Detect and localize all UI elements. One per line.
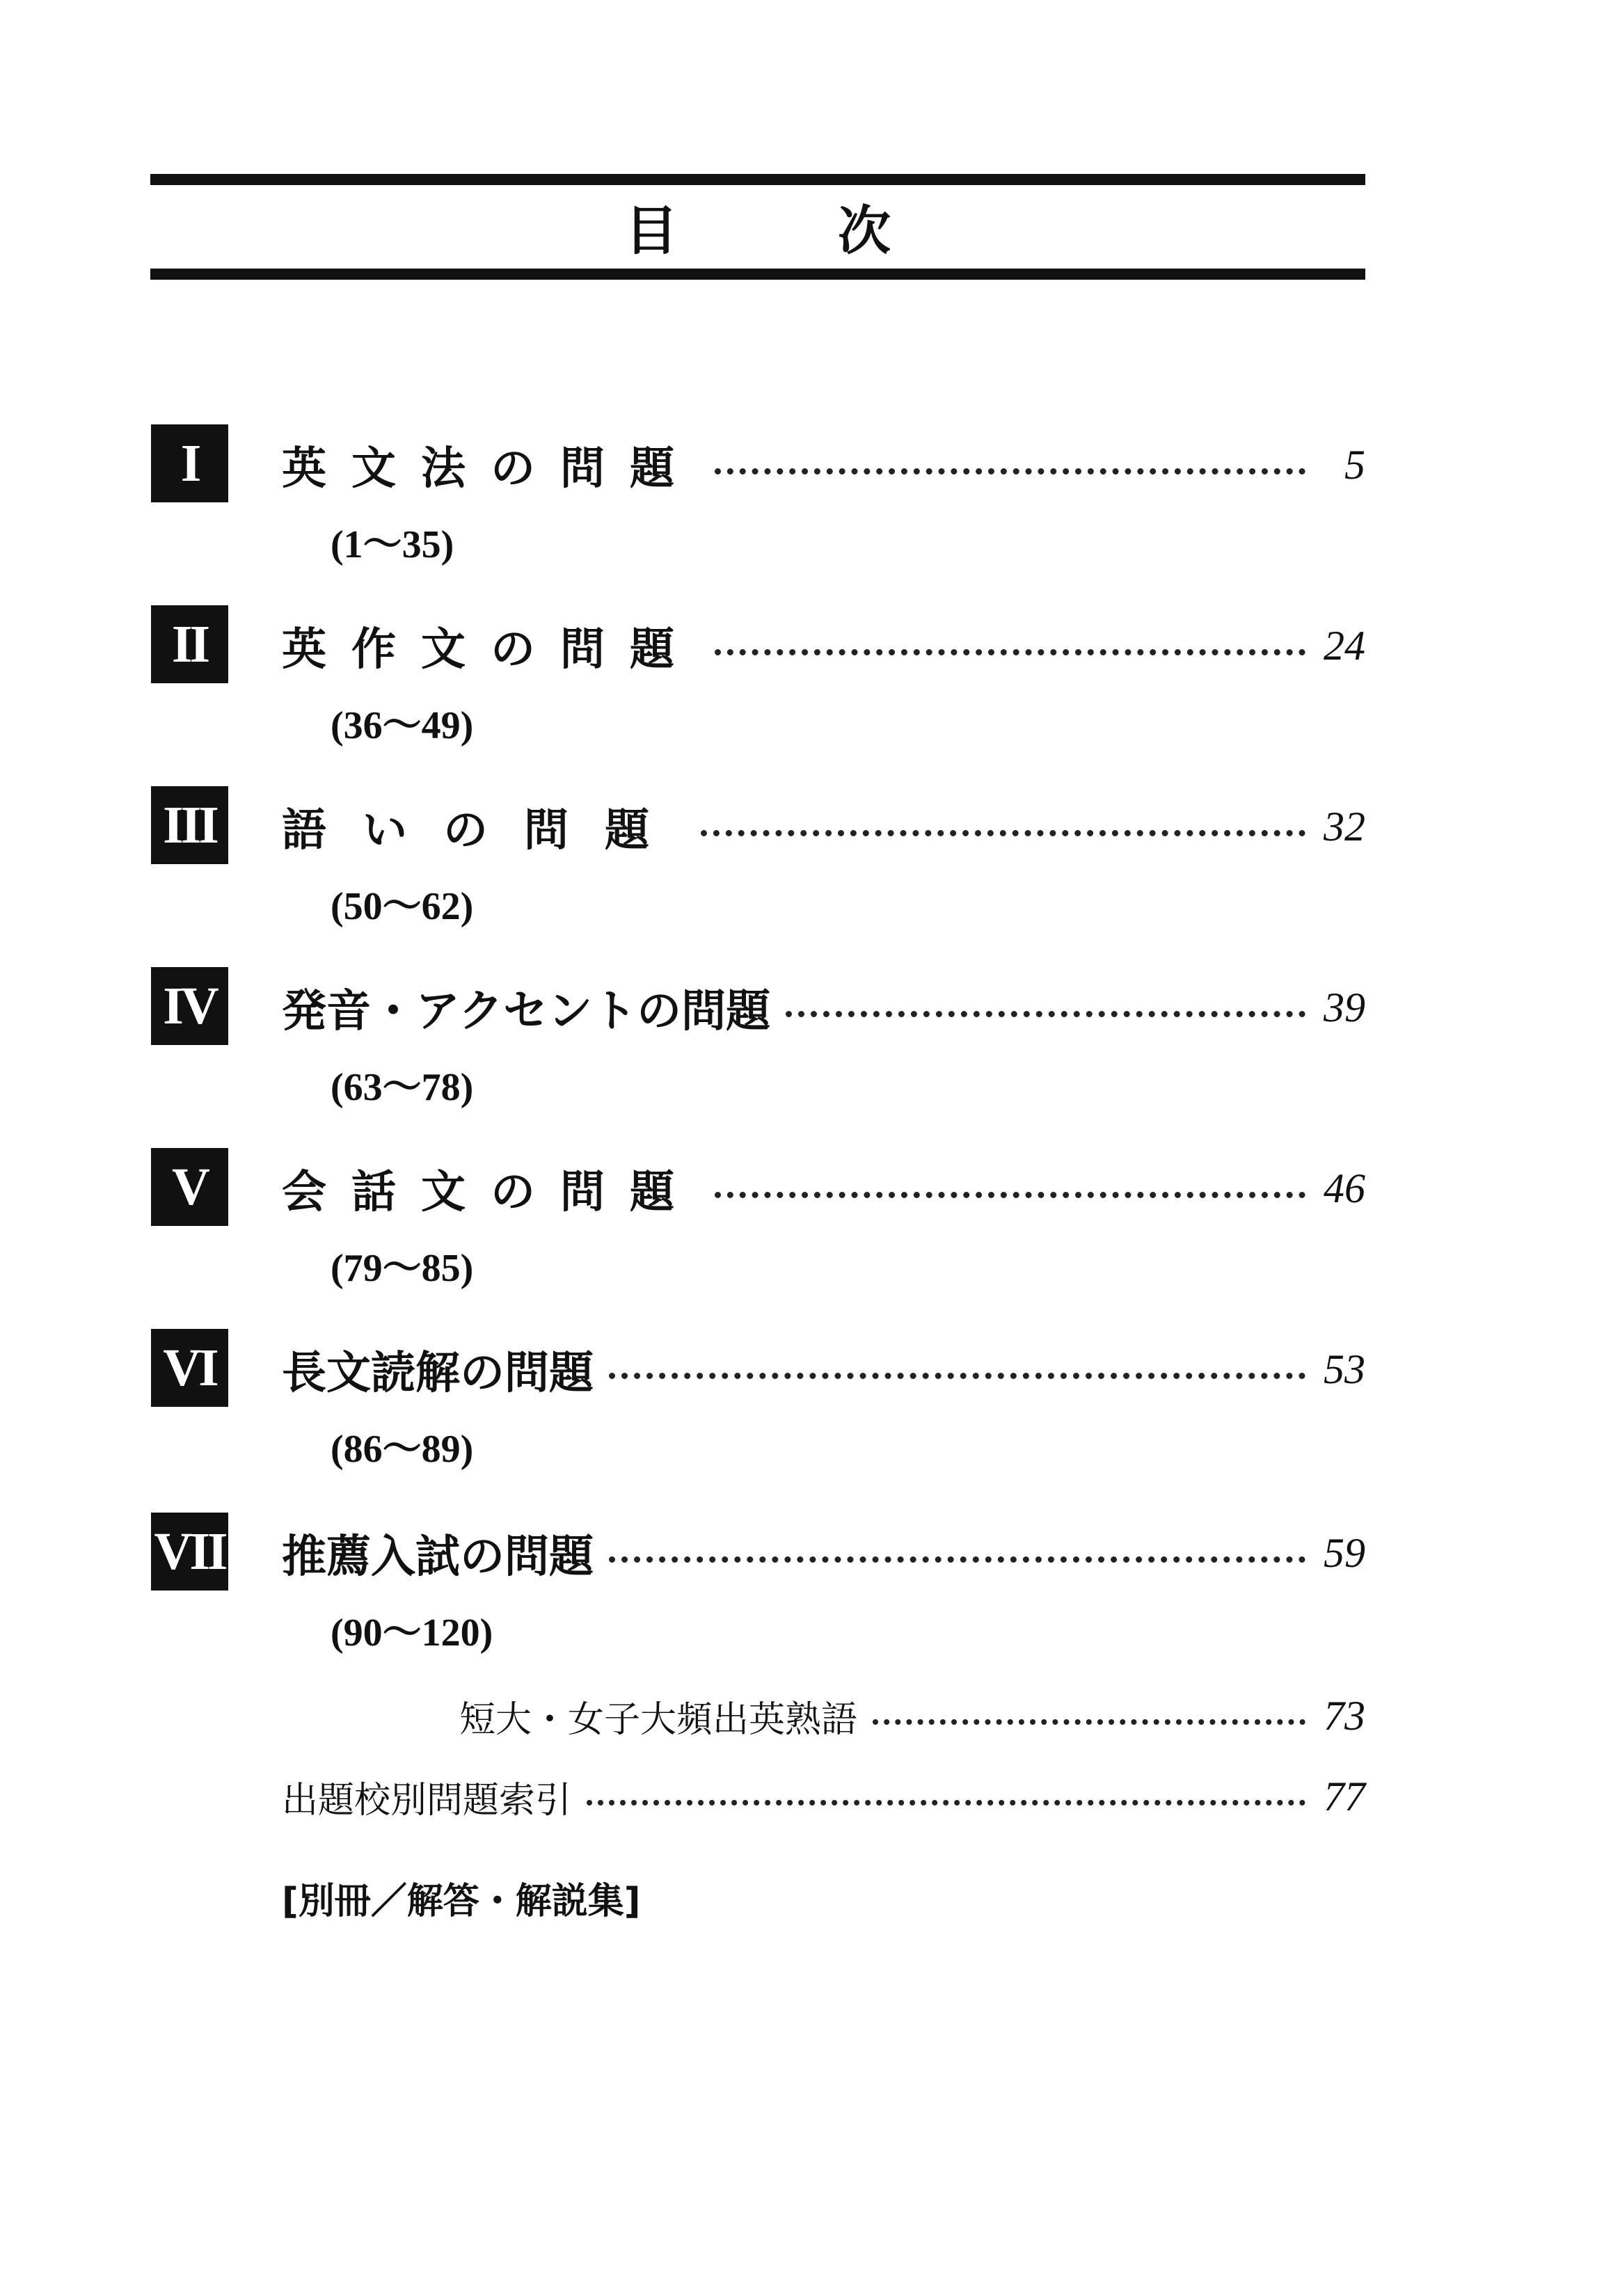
question-range: (79〜85) (331, 1247, 474, 1290)
chapter-numeral-badge: III (151, 786, 228, 864)
dot-leader (873, 1719, 1305, 1725)
question-range: (90〜120) (331, 1611, 493, 1655)
chapter-numeral-badge: V (151, 1148, 228, 1226)
toc-entry-5[interactable] (0, 1148, 1620, 1308)
extra-title: 短大・女子大頻出英熟語 (459, 1698, 858, 1741)
chapter-numeral-badge: II (151, 605, 228, 683)
question-range: (50〜62) (331, 885, 474, 928)
page-number: 5 (1344, 441, 1365, 488)
toc-entry-7[interactable] (0, 1513, 1620, 1673)
dot-leader (786, 1011, 1305, 1017)
chapter-numeral-badge: IV (151, 967, 228, 1045)
dot-leader (701, 830, 1305, 836)
dot-leader (715, 468, 1305, 475)
dot-leader (609, 1373, 1305, 1379)
question-range: (86〜89) (331, 1428, 474, 1471)
page-title-char-2: 次 (838, 200, 891, 262)
top-rule (150, 174, 1365, 185)
chapter-title: 発音・アクセントの問題 (282, 986, 771, 1037)
dot-leader (587, 1800, 1305, 1805)
supplement-note: [別冊／解答・解説集] (282, 1881, 641, 1922)
dot-leader (715, 649, 1305, 655)
chapter-title: 英作文の問題 (282, 624, 699, 676)
question-range: (36〜49) (331, 704, 474, 747)
page-number: 39 (1324, 984, 1365, 1030)
page-number: 46 (1324, 1165, 1365, 1211)
page-title-char-1: 目 (625, 200, 678, 262)
extra-title: 出題校別問題索引 (282, 1779, 572, 1821)
bottom-rule (150, 269, 1365, 280)
toc-extra-idioms[interactable] (459, 1688, 1365, 1744)
page-number: 59 (1324, 1529, 1365, 1576)
dot-leader (609, 1556, 1305, 1563)
question-range: (63〜78) (331, 1066, 474, 1109)
chapter-numeral-badge: VI (151, 1329, 228, 1407)
toc-entry-4[interactable] (0, 967, 1620, 1127)
dot-leader (715, 1192, 1305, 1198)
page-number: 73 (1324, 1692, 1365, 1739)
chapter-title: 推薦入試の問題 (282, 1531, 594, 1583)
toc-entry-6[interactable] (0, 1329, 1620, 1489)
chapter-title: 英文法の問題 (282, 443, 699, 495)
chapter-title: 会話文の問題 (282, 1167, 699, 1218)
question-range: (1〜35) (331, 523, 454, 566)
chapter-numeral-badge: I (151, 424, 228, 502)
page-title (150, 196, 1365, 266)
page-number: 53 (1324, 1346, 1365, 1392)
chapter-title: 長文読解の問題 (282, 1348, 594, 1399)
toc-entry-2[interactable] (0, 605, 1620, 765)
chapter-title: 語いの問題 (282, 805, 685, 856)
toc-entry-3[interactable] (0, 786, 1620, 946)
page-number: 24 (1324, 622, 1365, 669)
chapter-numeral-badge: VII (151, 1513, 228, 1591)
toc-extra-index[interactable] (282, 1769, 1365, 1824)
page-number: 32 (1324, 803, 1365, 850)
page-number: 77 (1324, 1773, 1365, 1819)
toc-entry-1[interactable] (0, 424, 1620, 584)
